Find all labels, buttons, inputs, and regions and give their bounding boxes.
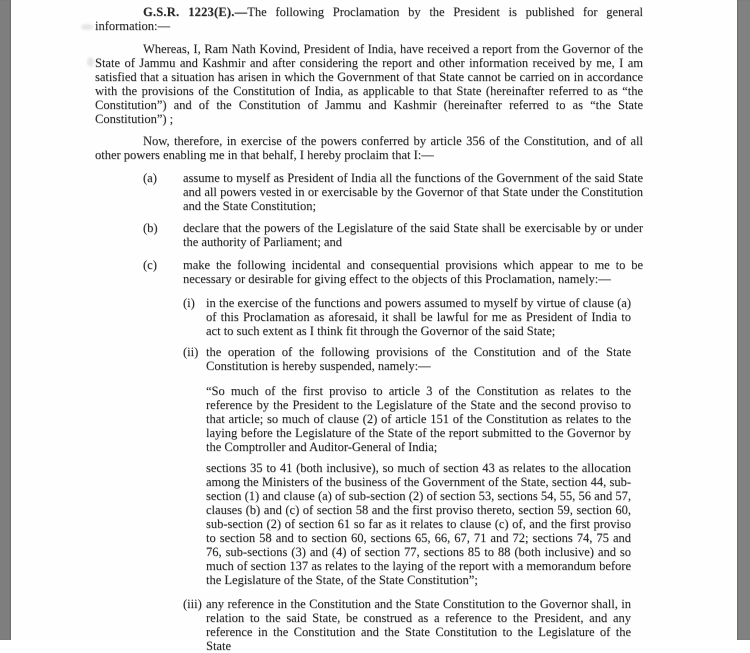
subclause-iii (183, 597, 631, 653)
subclause-iii-label: (iii) (183, 597, 202, 611)
paragraph-whereas: Whereas, I, Ram Nath Kovind, President of India, have received a report from the Governor of the State of Jammu and Kashmir and after considering the report and other information received by me, I am satisfied that a situation has arisen in which the Government of that State cannot be carried on in accordance with the provisions of the Constitution of India, as applicable to that State (hereinafter referred to as “the Constitution”) and of the Constitution of Jammu and Kashmir (hereinafter referred to as “the State Constitution”) ; (95, 42, 643, 126)
scan-smudge (87, 57, 94, 67)
subclause-ii-label: (ii) (183, 345, 199, 359)
suspended-provisions-quote-state-constitution: sections 35 to 41 (both inclusive), so much of section 43 as relates to the allocation among the Ministers of the business of the Government of the State, section 44, sub-section (1) and clause (a) of sub-section (2) of section 53, sections 54, 55, 56 and 57, clauses (b) and (c) of section 58 and the first proviso thereto, section 59, section 60, sub-section (2) of section 61 so far as it relates to clause (c) of, and the first proviso to section 58 and to section 60, sections 65, 66, 67, 71 and 72; sections 74, 75 and 76, sub-sections (3) and (4) of section 77, sections 85 to 88 (both inclusive) and so much of section 137 as relates to the laying of the report with a memorandum before the Legislature of the State, of the State Constitution”; (206, 461, 631, 587)
clause-a-label: (a) (143, 171, 157, 185)
clause-c-text: make the following incidental and consequential provisions which appear to me to be necessary or desirable for giving effect to the objects of this Proclamation, namely:— (183, 258, 643, 286)
subclause-i (183, 296, 631, 338)
clause-c-label: (c) (143, 258, 157, 272)
gsr-number: G.S.R. 1223(E).— (143, 5, 248, 19)
subclause-i-text: in the exercise of the functions and powers assumed to myself by virtue of clause (a) of this Proclamation as aforesaid, it shall be lawful for me as President of India to act to such extent as I think fit through the Governor of the said State; (206, 296, 631, 338)
clause-b (143, 221, 643, 249)
subclause-ii (183, 345, 631, 373)
clause-a-text: assume to myself as President of India all the functions of the Government of the said State and all powers vested in or exercisable by the Governor of that State under the Constitution and the State Constitution; (183, 171, 643, 213)
gsr-intro-text: The following Proclamation by the President is published for general information:— (95, 5, 643, 33)
clause-a (143, 171, 643, 213)
clause-b-text: declare that the powers of the Legislature of the said State shall be exercisable by or under the authority of Parliament; and (183, 221, 643, 249)
clause-b-label: (b) (143, 221, 158, 235)
scan-smudge (81, 24, 93, 30)
clause-c (143, 258, 643, 286)
subclause-ii-text: the operation of the following provisions of the Constitution and of the State Constitution is hereby suspended, namely:— (206, 345, 631, 373)
gsr-intro-paragraph (95, 5, 643, 33)
scan-border-right (737, 0, 750, 640)
subclause-iii-text: any reference in the Constitution and the State Constitution to the Governor shall, in relation to the said State, be construed as a reference to the President, and any reference in the Constitution and the State Constitution to the Legislature of the State (206, 597, 631, 653)
subclause-i-label: (i) (183, 296, 195, 310)
paragraph-now-therefore: Now, therefore, in exercise of the powers conferred by article 356 of the Constitution, and of all other powers enabling me in that behalf, I hereby proclaim that I:— (95, 134, 643, 162)
scan-border-left (0, 0, 11, 640)
document-body (95, 0, 643, 653)
suspended-provisions-quote-constitution: “So much of the first proviso to article 3 of the Constitution as relates to the reference by the President to the Legislature of the State and the second proviso to that article; so much of clause (2) of article 151 of the Constitution as relates to the laying before the Legislature of the State of the report submitted to the Governor by the Comptroller and Auditor-General of India; (206, 384, 631, 454)
